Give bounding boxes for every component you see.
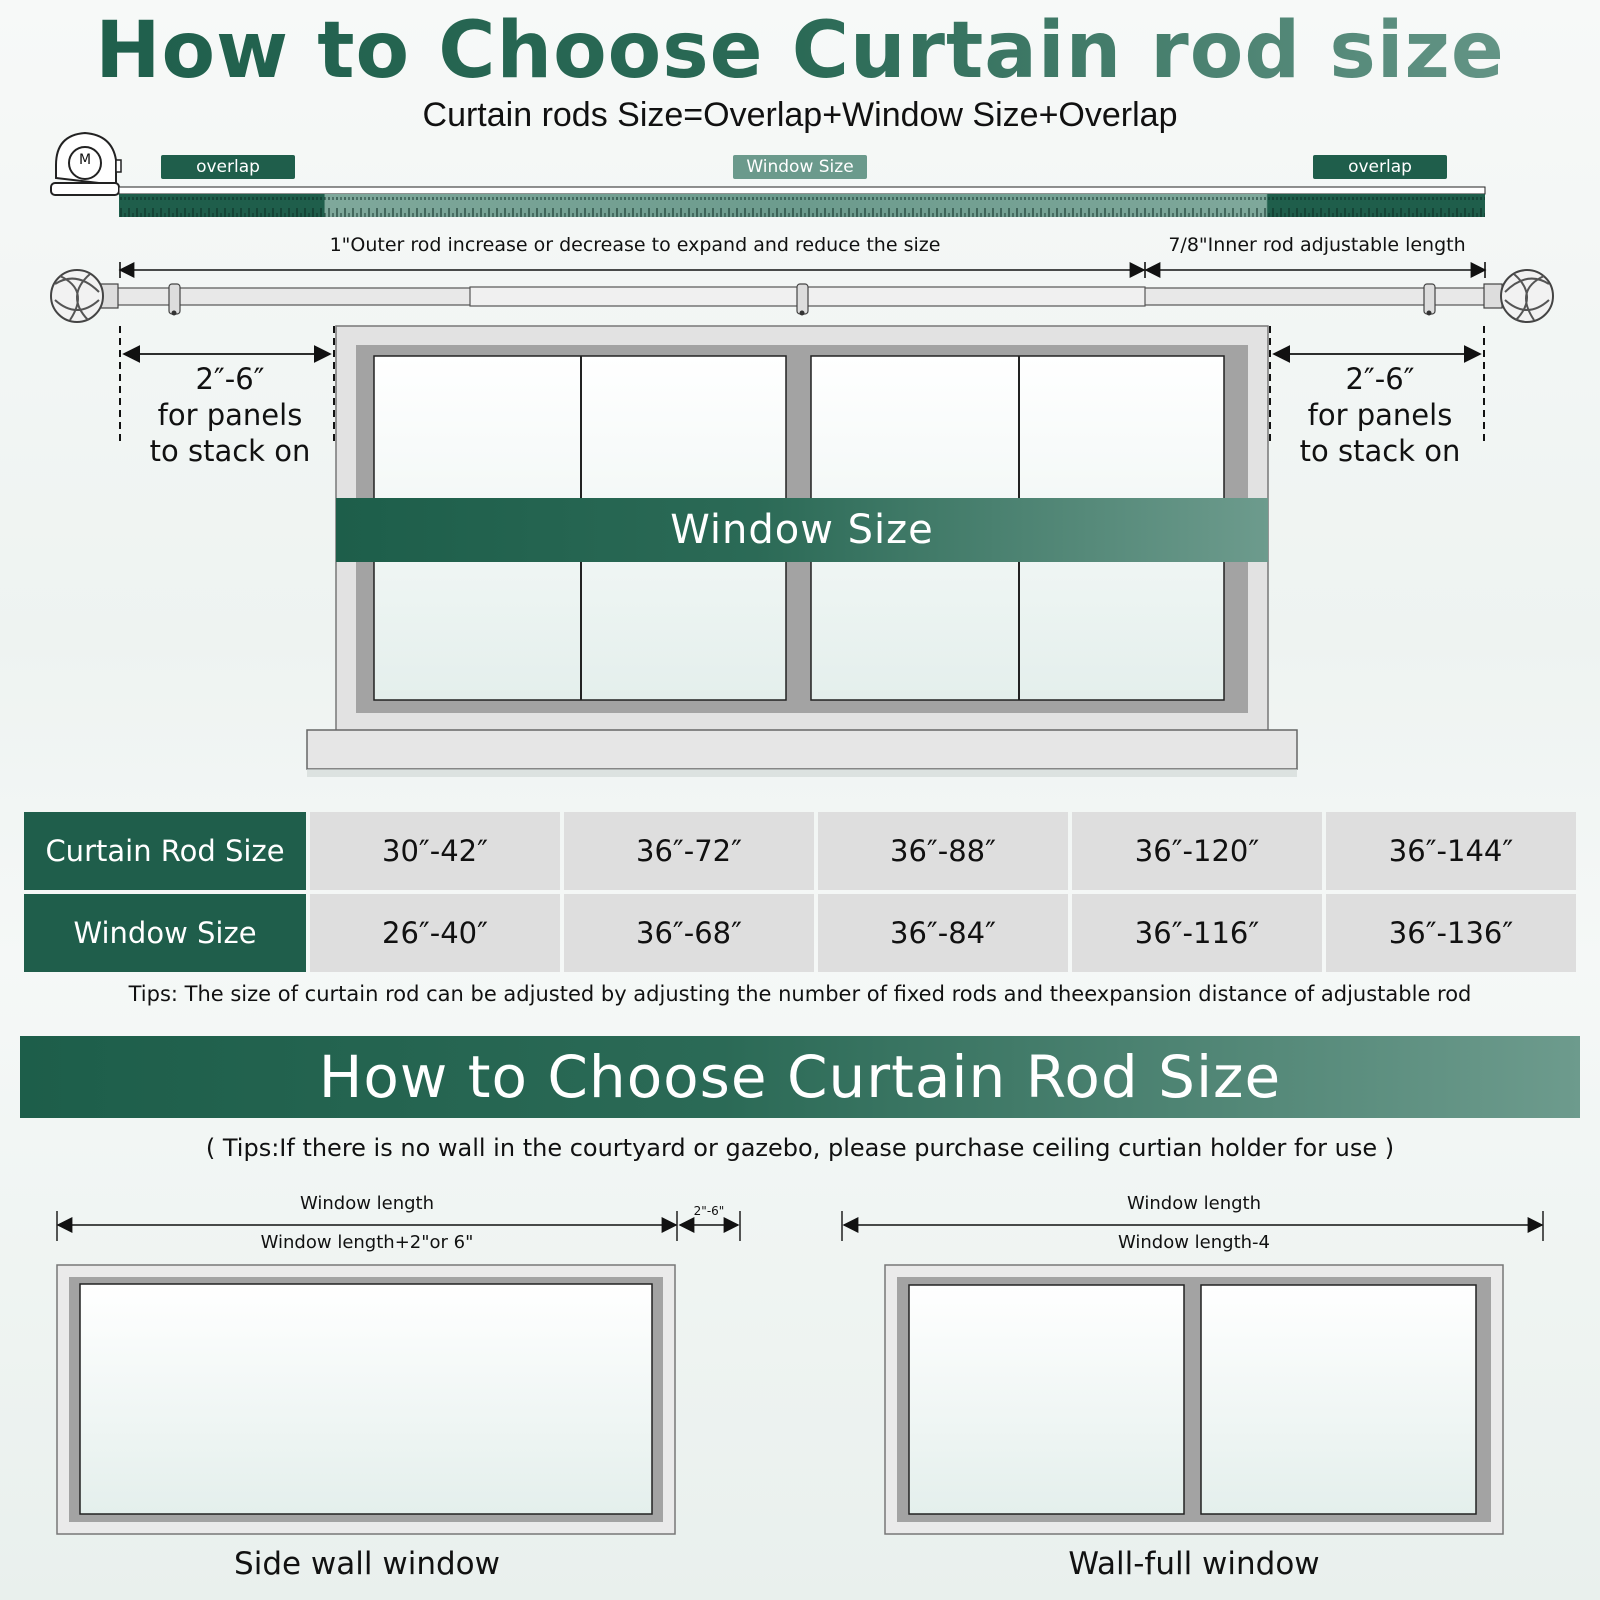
wall-full-bottom-label: Window length-4	[1117, 1232, 1270, 1253]
left-stack-line2: for panels	[157, 398, 303, 432]
window-size-tag: Window Size	[733, 155, 867, 179]
left-stack-range: 2″-6″	[195, 362, 265, 396]
right-stack-line2: for panels	[1307, 398, 1453, 432]
table-cell: 26″-40″	[310, 894, 560, 972]
side-wall-caption: Side wall window	[234, 1546, 500, 1582]
side-wall-extra-label: 2"-6"	[693, 1204, 725, 1218]
left-finial-icon	[51, 270, 118, 322]
outer-rod-label: 1"Outer rod increase or decrease to expand and reduce the size	[329, 234, 941, 256]
table-cell: 36″-136″	[1326, 894, 1576, 972]
row-header: Window Size	[24, 894, 306, 972]
wall-full-top-label: Window length	[1126, 1193, 1262, 1214]
curtain-rod	[115, 284, 1488, 316]
table-row	[24, 894, 1576, 972]
tips-text: Tips: The size of curtain rod can be adjusted by adjusting the number of fixed rods and theexpansion distance of adjustable rod	[128, 982, 1472, 1006]
size-table	[20, 808, 1580, 976]
left-stack-label	[130, 361, 330, 469]
row-header: Curtain Rod Size	[24, 812, 306, 890]
inner-rod-label: 7/8"Inner rod adjustable length	[1168, 234, 1466, 256]
table-cell: 36″-144″	[1326, 812, 1576, 890]
right-stack-label	[1280, 361, 1480, 469]
ruler	[119, 187, 1485, 217]
window-size-banner: Window Size	[336, 498, 1268, 562]
table-cell: 36″-84″	[818, 894, 1068, 972]
table-cell: 30″-42″	[310, 812, 560, 890]
overlap-right-tag: overlap	[1313, 155, 1447, 179]
table-cell: 36″-72″	[564, 812, 814, 890]
table-cell: 36″-116″	[1072, 894, 1322, 972]
tape-mark-label: M	[78, 152, 92, 168]
table-cell: 36″-68″	[564, 894, 814, 972]
formula-subtitle: Curtain rods Size=Overlap+Window Size+Overlap	[422, 96, 1178, 134]
left-stack-line3: to stack on	[149, 434, 311, 468]
wall-full-window-illustration	[885, 1265, 1503, 1534]
section-title-banner: How to Choose Curtain Rod Size	[20, 1036, 1580, 1118]
section-tips: ( Tips:If there is no wall in the courtyard or gazebo, please purchase ceiling curtian holder for use )	[205, 1134, 1395, 1162]
table-cell: 36″-120″	[1072, 812, 1322, 890]
overlap-left-tag: overlap	[161, 155, 295, 179]
right-finial-icon	[1484, 270, 1553, 322]
right-stack-range: 2″-6″	[1345, 362, 1415, 396]
wall-full-caption: Wall-full window	[1068, 1546, 1320, 1582]
page-title: How to Choose Curtain rod size	[0, 6, 1600, 96]
table-row	[24, 812, 1576, 890]
right-stack-line3: to stack on	[1299, 434, 1461, 468]
side-wall-top-label: Window length	[299, 1193, 435, 1214]
side-wall-bottom-label: Window length+2"or 6"	[260, 1232, 474, 1253]
side-wall-window-illustration	[57, 1265, 675, 1534]
table-cell: 36″-88″	[818, 812, 1068, 890]
